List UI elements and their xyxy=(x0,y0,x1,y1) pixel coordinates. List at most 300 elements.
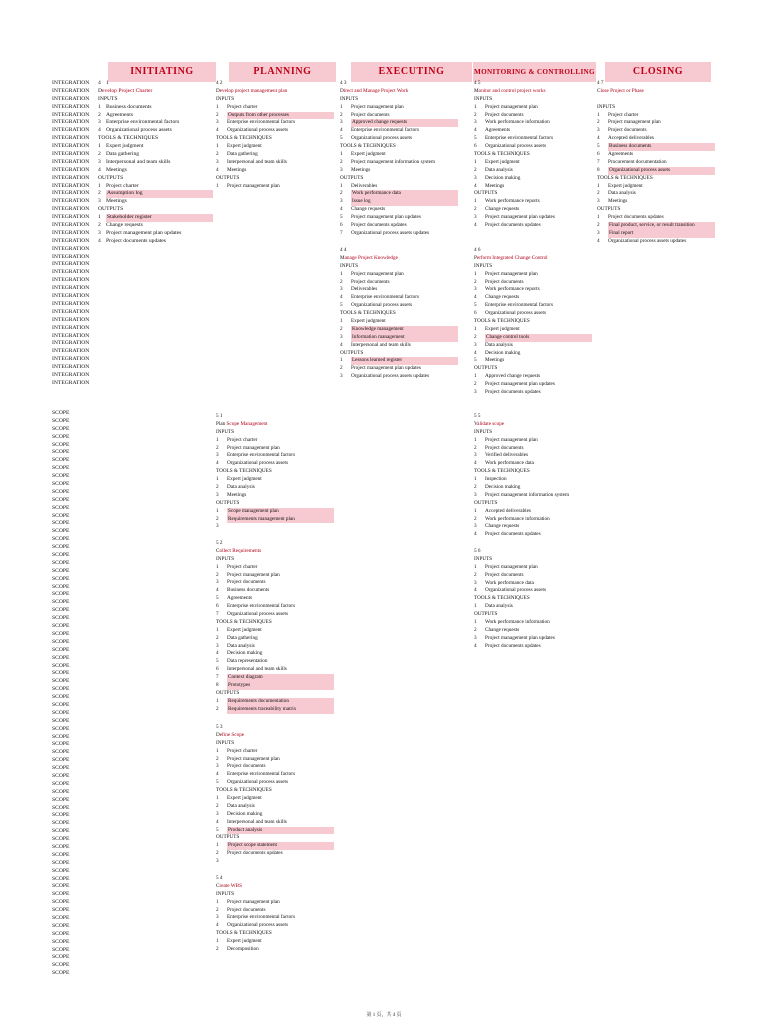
process-row xyxy=(216,938,295,946)
row-text: Expert judgment xyxy=(106,143,144,150)
row-text: Interpersonal and team skills xyxy=(106,158,171,165)
scope-label-row xyxy=(52,655,98,663)
row-number: 5 xyxy=(340,214,343,221)
row-text: Requirements documentation xyxy=(227,698,334,706)
process-row xyxy=(597,198,715,206)
row-text: Project documents updates xyxy=(485,642,541,649)
area-label: SCOPE xyxy=(52,899,70,906)
process-row xyxy=(597,127,715,135)
row-number: 2 xyxy=(474,166,477,173)
section-heading: OUTPUTS xyxy=(216,174,240,181)
row-number: 3 xyxy=(474,341,477,348)
area-label: SCOPE xyxy=(52,851,70,858)
row-number: 1 xyxy=(474,563,477,570)
row-number: 1 xyxy=(216,507,219,514)
area-label: SCOPE xyxy=(52,765,70,772)
row-number: 4 xyxy=(474,531,477,538)
row-text: Project management plan xyxy=(227,571,280,578)
area-label: SCOPE xyxy=(52,733,70,740)
process-row xyxy=(474,492,569,500)
left-label-row xyxy=(52,269,213,277)
area-label: INTEGRATION xyxy=(52,229,90,236)
section-heading: INPUTS xyxy=(216,428,235,435)
row-number: 6 xyxy=(216,603,219,610)
row-number: 3 xyxy=(474,452,477,459)
process-row xyxy=(216,658,334,666)
section-heading: OUTPUTS xyxy=(474,499,498,506)
row-number: 3 xyxy=(216,642,219,649)
area-label: INTEGRATION xyxy=(52,95,90,102)
row-number: 4 xyxy=(340,341,343,348)
area-label: SCOPE xyxy=(52,694,70,701)
process-code: 5 5 xyxy=(474,413,481,419)
row-text: Organizational process assets xyxy=(485,143,546,150)
row-text: Project management plan xyxy=(227,755,280,762)
row-number: 3 xyxy=(474,214,477,221)
process-title xyxy=(216,883,295,891)
row-text: Business documents xyxy=(227,587,270,594)
process-title xyxy=(474,88,555,96)
row-text: Meetings xyxy=(608,198,628,205)
section-heading: INPUTS xyxy=(474,428,493,435)
row-number: 1 xyxy=(597,182,600,189)
process-row xyxy=(340,302,458,310)
scope-label-row xyxy=(52,410,98,418)
row-text: Knowledge management xyxy=(351,326,458,334)
area-label: SCOPE xyxy=(52,938,70,945)
process-row xyxy=(216,119,334,127)
left-label-row xyxy=(52,230,213,238)
row-number: 2 xyxy=(597,222,600,229)
area-label: INTEGRATION xyxy=(52,206,90,213)
row-text: Agreements xyxy=(106,111,134,118)
scope-label-row xyxy=(52,544,98,552)
row-number: 3 xyxy=(340,333,343,340)
section-heading: OUTPUTS xyxy=(216,689,240,696)
area-label: INTEGRATION xyxy=(52,356,90,363)
process-row xyxy=(474,643,555,651)
process-row xyxy=(216,698,334,706)
row-text: Project management plan updates xyxy=(485,381,555,388)
process-row xyxy=(474,587,555,595)
process-row xyxy=(216,674,334,682)
process-row xyxy=(216,135,334,143)
row-number: 2 xyxy=(216,850,219,857)
row-text: Decision making xyxy=(227,650,263,657)
row-text: Project management information system xyxy=(485,491,569,498)
row-number: 3 xyxy=(98,119,101,126)
row-text: Expert judgment xyxy=(227,626,262,633)
row-number: 3 xyxy=(216,119,219,126)
row-number: 2 xyxy=(216,151,219,158)
row-text: Organizational process assets xyxy=(227,779,288,786)
scope-label-row xyxy=(52,528,98,536)
process-code: 5 4 xyxy=(216,875,223,881)
row-number: 5 xyxy=(474,357,477,364)
area-label: SCOPE xyxy=(52,686,70,693)
section-heading: TOOLS & TECHNIQUES xyxy=(340,143,396,150)
row-text: Project documents xyxy=(485,111,524,118)
header-executing: EXECUTING xyxy=(351,62,472,82)
row-text: Work performance data xyxy=(485,579,534,586)
row-number: 1 xyxy=(216,747,219,754)
area-label: INTEGRATION xyxy=(52,316,90,323)
row-number: 6 xyxy=(597,151,600,158)
row-text: Project management plan xyxy=(227,898,280,905)
scope-label-row xyxy=(52,962,98,970)
process-row xyxy=(216,564,334,572)
left-label-row xyxy=(52,198,213,206)
row-text: Change control tools xyxy=(485,334,592,342)
row-text: Expert judgment xyxy=(227,795,262,802)
process-row xyxy=(474,429,569,437)
row-text: Data representation xyxy=(227,658,268,665)
left-label-row xyxy=(52,88,213,96)
area-label: SCOPE xyxy=(52,962,70,969)
row-text: Project charter xyxy=(608,111,639,118)
process-row xyxy=(216,946,295,954)
section-heading: OUTPUTS xyxy=(216,834,240,841)
row-number: 2 xyxy=(216,755,219,762)
process-row xyxy=(597,112,715,120)
row-number: 1 xyxy=(340,103,343,110)
row-text: Project charter xyxy=(106,182,139,189)
row-number: 5 xyxy=(474,302,477,309)
row-number: 3 xyxy=(474,579,477,586)
process-row xyxy=(474,460,569,468)
row-text: Project management plan updates xyxy=(485,634,555,641)
process-row xyxy=(216,914,295,922)
process-code: 4 4 xyxy=(340,247,347,253)
row-text: Product analysis xyxy=(227,827,334,835)
area-label: INTEGRATION xyxy=(52,237,90,244)
row-text: Outputs from other processes xyxy=(227,112,334,120)
row-text: Information management xyxy=(351,334,458,342)
area-label: INTEGRATION xyxy=(52,135,90,142)
area-label: SCOPE xyxy=(52,425,70,432)
row-number: 4 xyxy=(216,650,219,657)
area-label: SCOPE xyxy=(52,820,70,827)
scope-label-row xyxy=(52,434,98,442)
process-title-first: D xyxy=(216,731,220,738)
section-heading: OUTPUTS xyxy=(98,206,124,213)
section-heading: OUTPUTS xyxy=(474,611,498,618)
row-number: 2 xyxy=(216,634,219,641)
process-row xyxy=(340,198,458,206)
section-heading: OUTPUTS xyxy=(474,190,498,197)
row-text: Expert judgment xyxy=(351,318,386,325)
process-row xyxy=(216,771,334,779)
left-label-column xyxy=(52,80,213,388)
scope-label-row xyxy=(52,702,98,710)
scope-label-row xyxy=(52,639,98,647)
row-number: 3 xyxy=(216,491,219,498)
row-number: 1 xyxy=(216,626,219,633)
process-row xyxy=(216,595,334,603)
scope-label-row xyxy=(52,552,98,560)
row-text: Interpersonal and team skills xyxy=(227,666,287,673)
process-row xyxy=(216,643,334,651)
left-label-row xyxy=(52,127,213,135)
scope-label-row xyxy=(52,891,98,899)
row-number: 1 xyxy=(340,182,343,189)
process-row xyxy=(340,214,458,222)
row-number: 3 xyxy=(474,491,477,498)
process-title-rest: anage Project Knowledge xyxy=(344,254,398,261)
row-text: Project documents updates xyxy=(485,389,541,396)
row-number: 2 xyxy=(216,515,219,522)
row-text: Project documents xyxy=(351,111,390,118)
process-row xyxy=(216,666,334,674)
row-text: Project documents xyxy=(608,127,647,134)
process-row xyxy=(597,159,715,167)
process-title-rest: Scope Management xyxy=(225,420,268,427)
process-row xyxy=(340,104,458,112)
process-title xyxy=(340,255,458,263)
row-number: 2 xyxy=(340,365,343,372)
process-row xyxy=(340,127,458,135)
row-text: Project documents xyxy=(351,278,390,285)
row-number: 3 xyxy=(216,158,219,165)
row-number: 1 xyxy=(474,198,477,205)
row-text: Project charter xyxy=(227,563,258,570)
process-row xyxy=(474,318,592,326)
row-number: 1 xyxy=(474,619,477,626)
header-planning: PLANNING xyxy=(229,62,336,82)
process-row xyxy=(474,271,592,279)
area-label: SCOPE xyxy=(52,591,70,598)
row-number: 1 xyxy=(474,270,477,277)
row-number: 3 xyxy=(216,579,219,586)
row-text: Accepted deliverables xyxy=(608,135,654,142)
row-text: Project documents xyxy=(227,763,266,770)
row-number: 1 xyxy=(98,143,101,150)
area-label: SCOPE xyxy=(52,433,70,440)
process-row xyxy=(597,104,715,112)
row-text: Work performance reports xyxy=(485,198,540,205)
section-heading: TOOLS & TECHNIQUES xyxy=(474,468,530,475)
row-text: Organizational process assets xyxy=(227,611,288,618)
scope-label-row xyxy=(52,536,98,544)
process-row xyxy=(340,310,458,318)
area-label: SCOPE xyxy=(52,465,70,472)
area-label: INTEGRATION xyxy=(52,308,90,315)
row-text: Data gathering xyxy=(227,151,258,158)
area-label: SCOPE xyxy=(52,567,70,574)
row-text: Project management plan xyxy=(485,436,538,443)
row-text: Data analysis xyxy=(485,341,513,348)
row-text: Project documents updates xyxy=(485,531,541,538)
row-number: 4 xyxy=(216,771,219,778)
row-text: Project documents updates xyxy=(608,214,664,221)
row-text: Approved change requests xyxy=(351,119,458,127)
row-number: 1 xyxy=(474,476,477,483)
process-title xyxy=(474,255,592,263)
row-text: Organizational process assets xyxy=(485,587,546,594)
area-label: SCOPE xyxy=(52,804,70,811)
row-text: Interpersonal and team skills xyxy=(227,158,287,165)
area-label: SCOPE xyxy=(52,970,70,977)
row-text: Work performance information xyxy=(485,119,550,126)
left-label-row xyxy=(52,277,213,285)
section-heading: TOOLS & TECHNIQUES xyxy=(216,135,272,142)
process-title xyxy=(340,88,458,96)
scope-label-row xyxy=(52,418,98,426)
row-text: Project documents xyxy=(485,571,524,578)
section-heading: TOOLS & TECHNIQUES xyxy=(474,318,530,325)
row-number: 3 xyxy=(340,119,343,126)
row-number: 2 xyxy=(474,381,477,388)
left-label-row xyxy=(52,238,213,246)
process-row xyxy=(597,143,715,151)
section-heading: INPUTS xyxy=(474,95,493,102)
row-text: Expert judgment xyxy=(227,938,262,945)
row-number: 2 xyxy=(216,444,219,451)
row-number: 2 xyxy=(216,111,219,118)
row-text: Enterprise environmental factors xyxy=(351,294,419,301)
area-label: SCOPE xyxy=(52,488,70,495)
scope-label-row xyxy=(52,576,98,584)
process-title xyxy=(98,88,152,94)
row-number: 7 xyxy=(216,611,219,618)
row-number: 2 xyxy=(474,206,477,213)
left-label-row xyxy=(52,159,213,167)
process-row xyxy=(216,930,295,938)
row-text: Project documents updates xyxy=(351,222,407,229)
process-code: 4 2 xyxy=(216,80,223,86)
scope-label-row xyxy=(52,686,98,694)
process-row xyxy=(474,326,592,334)
row-number: 5 xyxy=(216,779,219,786)
row-number: 1 xyxy=(216,697,219,704)
process-row xyxy=(474,500,569,508)
scope-label-row xyxy=(52,442,98,450)
row-number: 4 xyxy=(474,349,477,356)
row-text: Data analysis xyxy=(227,802,255,809)
left-label-row xyxy=(52,301,213,309)
validate-scope xyxy=(474,413,569,539)
left-label-row xyxy=(52,254,213,262)
scope-label-row xyxy=(52,820,98,828)
area-label: SCOPE xyxy=(52,780,70,787)
row-number: 2 xyxy=(474,626,477,633)
row-number: 2 xyxy=(474,111,477,118)
row-number: 4 xyxy=(98,166,101,173)
row-text: Organizational process assets updates xyxy=(608,237,687,244)
process-code: 5 2 xyxy=(216,540,223,546)
process-row xyxy=(216,756,334,764)
row-text: Context diagram xyxy=(227,674,334,682)
row-number: 4 xyxy=(216,922,219,929)
process-row xyxy=(340,373,458,381)
process-row xyxy=(216,492,334,500)
row-text: Agreements xyxy=(227,595,253,602)
area-label: SCOPE xyxy=(52,772,70,779)
area-label: INTEGRATION xyxy=(52,364,90,371)
left-label-row xyxy=(52,285,213,293)
close-project-or-phase xyxy=(597,80,715,246)
row-text: Project charter xyxy=(227,436,258,443)
row-number: 2 xyxy=(216,571,219,578)
area-label: SCOPE xyxy=(52,504,70,511)
row-number: 1 xyxy=(474,436,477,443)
row-text: Project documents xyxy=(227,906,266,913)
row-text: Work performance information xyxy=(485,619,550,626)
process-row xyxy=(340,206,458,214)
area-label: INTEGRATION xyxy=(52,190,90,197)
process-row xyxy=(474,603,555,611)
process-row xyxy=(340,326,458,334)
row-number: 5 xyxy=(474,135,477,142)
scope-label-row xyxy=(52,426,98,434)
row-text: Project documents xyxy=(485,444,524,451)
row-number: 1 xyxy=(340,318,343,325)
process-row xyxy=(216,452,334,460)
process-row xyxy=(340,159,458,167)
row-number: 2 xyxy=(216,705,219,712)
process-row xyxy=(597,214,715,222)
process-row xyxy=(340,318,458,326)
process-row xyxy=(474,357,592,365)
process-row xyxy=(474,373,592,381)
row-number: 3 xyxy=(98,158,101,165)
area-label: SCOPE xyxy=(52,449,70,456)
row-text: Project management plan updates xyxy=(106,229,182,236)
row-number: 2 xyxy=(597,119,600,126)
process-code: 5 3 xyxy=(216,724,223,730)
scope-label-row xyxy=(52,568,98,576)
row-number: 2 xyxy=(474,571,477,578)
area-label: SCOPE xyxy=(52,654,70,661)
area-label: SCOPE xyxy=(52,678,70,685)
process-row xyxy=(597,206,715,214)
row-text: Meetings xyxy=(106,166,127,173)
scope-label-row xyxy=(52,773,98,781)
header-closing: CLOSING xyxy=(605,62,711,82)
scope-label-row xyxy=(52,584,98,592)
process-row xyxy=(474,167,555,175)
row-number: 3 xyxy=(474,523,477,530)
row-number: 7 xyxy=(216,674,219,681)
row-text: Project documents updates xyxy=(227,850,283,857)
row-text: Meetings xyxy=(485,182,505,189)
section-heading: OUTPUTS xyxy=(216,499,240,506)
area-label: INTEGRATION xyxy=(52,80,90,86)
row-text: Enterprise environmental factors xyxy=(485,135,553,142)
area-label: SCOPE xyxy=(52,883,70,890)
row-text: Verified deliverables xyxy=(485,452,529,459)
row-number: 2 xyxy=(98,111,101,118)
row-text: Meetings xyxy=(485,357,505,364)
process-row xyxy=(474,175,555,183)
row-number: 3 xyxy=(216,763,219,770)
area-label: SCOPE xyxy=(52,757,70,764)
process-row xyxy=(216,899,295,907)
area-label: SCOPE xyxy=(52,646,70,653)
row-number: 4 xyxy=(340,294,343,301)
process-row xyxy=(340,357,458,365)
row-text: Expert judgment xyxy=(608,182,643,189)
process-row xyxy=(216,650,334,658)
row-text: Organizational process assets xyxy=(106,127,172,134)
process-code: 4 6 xyxy=(474,247,481,253)
area-label: INTEGRATION xyxy=(52,198,90,205)
row-number: 2 xyxy=(597,190,600,197)
row-number: 4 xyxy=(340,127,343,134)
row-number: 1 xyxy=(597,111,600,118)
process-row xyxy=(474,342,592,350)
row-text: Project documents xyxy=(227,579,266,586)
